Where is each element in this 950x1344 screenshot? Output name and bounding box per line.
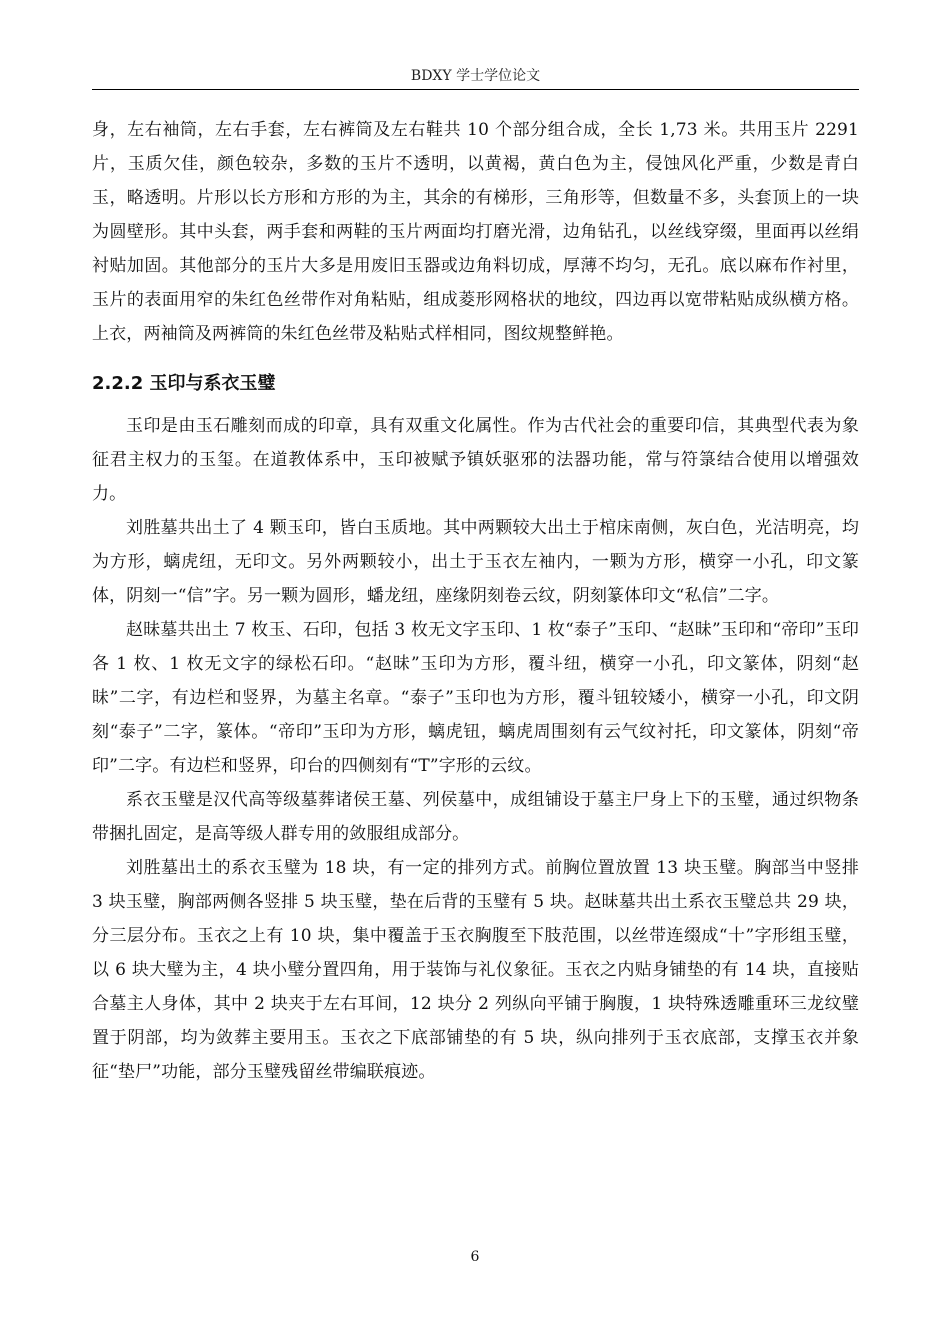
running-header: BDXY 学士学位论文 (410, 68, 541, 84)
page-body (92, 113, 859, 1089)
header-rule (92, 89, 859, 90)
section-heading: 2.2.2 玉印与系衣玉璧 (92, 373, 276, 394)
body-paragraph-jade-seal-intro: 玉印是由玉石雕刻而成的印章，具有双重文化属性。作为古代社会的重要印信，其典型代表为象征君主权力的玉玺。在道教体系中，玉印被赋予镇妖驱邪的法器功能，常与符箓结合使用以增强效力。 (92, 416, 859, 504)
body-paragraph-burial-bi-intro: 系衣玉璧是汉代高等级墓葬诸侯王墓、列侯墓中，成组铺设于墓主尸身上下的玉璧，通过织物条带捆扎固定，是高等级人群专用的敛服组成部分。 (92, 790, 859, 844)
body-paragraph-zhao-mei-seals: 赵昧墓共出土 7 枚玉、石印，包括 3 枚无文字玉印、1 枚“泰子”玉印、“赵昧”玉印和“帝印”玉印各 1 枚、1 枚无文字的绿松石印。“赵昧”玉印为方形，覆斗纽，横穿一小孔，印文篆体，阴刻“赵昧”二字，有边栏和竖界，为墓主名章。“泰子”玉印也为方形，覆斗钮较矮小，横穿一小孔，印文阴刻“泰子”二字，篆体。“帝印”玉印为方形，螭虎钮，螭虎周围刻有云气纹衬托，印文篆体，阴刻“帝印”二字。有边栏和竖界，印台的四侧刻有“T”字形的云纹。 (92, 620, 859, 776)
body-paragraph-liu-sheng-seals: 刘胜墓共出土了 4 颗玉印，皆白玉质地。其中两颗较大出土于棺床南侧，灰白色，光洁明亮，均为方形，螭虎纽，无印文。另外两颗较小，出土于玉衣左袖内，一颗为方形，横穿一小孔，印文篆体，阴刻一“信”字。另一颗为圆形，蟠龙纽，座缘阴刻卷云纹，阴刻篆体印文“私信”二字。 (92, 518, 859, 606)
page-number: 6 (470, 1249, 480, 1265)
body-paragraph-burial-bi-arrangement: 刘胜墓出土的系衣玉璧为 18 块，有一定的排列方式。前胸位置放置 13 块玉璧。胸部当中竖排 3 块玉璧，胸部两侧各竖排 5 块玉璧，垫在后背的玉璧有 5 块。赵昧墓共出土系衣玉璧总共 29 块，分三层分布。玉衣之上有 10 块，集中覆盖于玉衣胸腹至下肢范围，以丝带连缀成“十”字形组玉璧，以 6 块大璧为主，4 块小璧分置四角，用于装饰与礼仪象征。玉衣之内贴身铺垫的有 14 块，直接贴合墓主人身体，其中 2 块夹于左右耳间，12 块分 2 列纵向平铺于胸腹，1 块特殊透雕重环三龙纹璧置于阴部，均为敛葬主要用玉。玉衣之下底部铺垫的有 5 块，纵向排列于玉衣底部，支撑玉衣并象征“垫尸”功能，部分玉璧残留丝带编联痕迹。 (92, 858, 859, 1082)
body-paragraph-continued: 身，左右袖筒，左右手套，左右裤筒及左右鞋共 10 个部分组合成，全长 1,73 米。共用玉片 2291 片，玉质欠佳，颜色较杂，多数的玉片不透明，以黄褐，黄白色为主，侵蚀风化严重，少数是青白玉，略透明。片形以长方形和方形的为主，其余的有梯形，三角形等，但数量不多，头套顶上的一块为圆壁形。其中头套，两手套和两鞋的玉片两面均打磨光滑，边角钻孔，以丝线穿缀，里面再以丝绢衬贴加固。其他部分的玉片大多是用废旧玉器或边角料切成，厚薄不均匀，无孔。底以麻布作衬里，玉片的表面用窄的朱红色丝带作对角粘贴，组成菱形网格状的地纹，四边再以宽带粘贴成纵横方格。上衣，两袖筒及两裤筒的朱红色丝带及粘贴式样相同，图纹规整鲜艳。 (92, 120, 859, 344)
